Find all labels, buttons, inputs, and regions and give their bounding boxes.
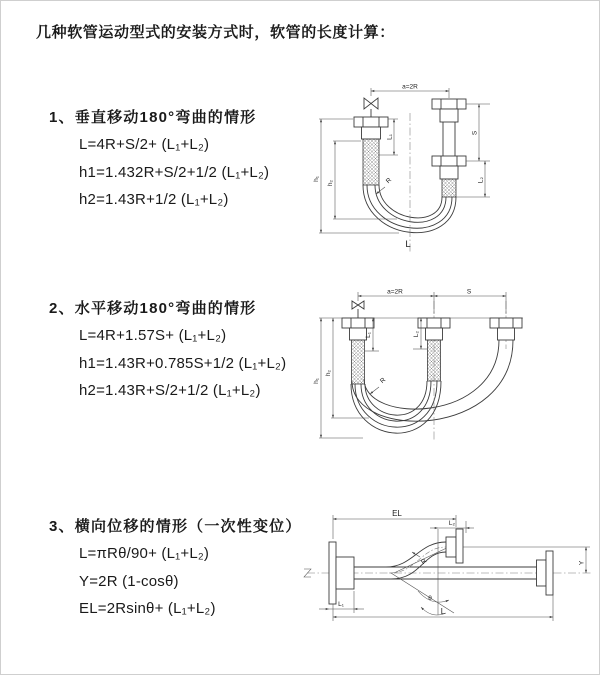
- section-heading: 3、横向位移的情形（一次性变位）: [49, 518, 302, 535]
- s-curve-hose: [386, 542, 446, 579]
- braided-hose-section: [363, 139, 379, 185]
- diagram-vertical-180-bend: [311, 71, 526, 257]
- middle-pipe-assembly: [418, 318, 450, 381]
- right-flange: [537, 551, 554, 595]
- dim-label-theta: θ: [428, 595, 432, 602]
- braided-hose-section: [428, 340, 441, 381]
- dim-label-l2: L₂: [448, 520, 456, 527]
- upper-flange: [446, 529, 463, 563]
- section-horizontal-move: [49, 295, 286, 405]
- dim-label-h1: h₁: [313, 176, 320, 182]
- formula-line: h1=1.432R+S/2+1/2 (L₁+L₂): [79, 163, 270, 181]
- formula-line: L=4R+S/2+ (L₁+L₂): [79, 136, 210, 153]
- formula-line: Y=2R (1-cosθ): [79, 572, 179, 590]
- formula-line: h2=1.43R+1/2 (L₁+L₂): [79, 191, 229, 208]
- dimension-l1: [319, 591, 364, 613]
- dimension-a2r-s: [358, 289, 506, 315]
- dim-label-l2: L₂: [477, 176, 485, 184]
- dim-label-r: R: [419, 557, 429, 567]
- dim-label-l2: L₂: [413, 330, 420, 338]
- dim-label-r: R: [378, 376, 388, 386]
- dim-label-h2: h₂: [327, 179, 334, 187]
- formula-line: L=πRθ/90+ (L₁+L₂): [79, 545, 210, 562]
- dim-label-h2: h₂: [325, 369, 332, 377]
- braided-hose-section: [352, 340, 365, 384]
- radius-callout: [370, 376, 387, 394]
- right-pipe-assembly: [432, 99, 466, 197]
- formula-line: h1=1.43R+0.785S+1/2 (L₁+L₂): [79, 354, 287, 372]
- dim-label-s: S: [466, 288, 472, 296]
- dimension-s-l2: [456, 104, 490, 197]
- section-vertical-bend: [49, 104, 269, 214]
- dimension-a2r: [371, 84, 449, 99]
- formula-line: L=4R+1.57S+ (L₁+L₂): [79, 327, 227, 344]
- dimension-l: [333, 595, 553, 621]
- valve-icon: [352, 301, 364, 309]
- dimension-y: [463, 547, 590, 573]
- left-flange: [329, 542, 354, 604]
- left-pipe-assembly: [354, 98, 388, 185]
- section-heading: 1、垂直移动180°弯曲的情形: [49, 109, 257, 126]
- dim-label-a2r: a=2R: [387, 288, 403, 296]
- page-title: 几种软管运动型式的安装方式时，软管的长度计算：: [36, 24, 395, 41]
- dimension-l2: [430, 520, 474, 533]
- dim-label-l1: L₁: [338, 601, 344, 608]
- dim-label-l1: L₁: [365, 332, 372, 338]
- dim-label-y: Y: [578, 560, 586, 566]
- dim-label-l: L: [405, 239, 411, 250]
- dim-label-l1: L₁: [386, 134, 394, 140]
- section-lateral-shift: [49, 513, 302, 623]
- left-pipe-assembly: [342, 301, 374, 384]
- dim-label-h1: h₁: [313, 378, 320, 384]
- formula-line: h2=1.43R+S/2+1/2 (L₁+L₂): [79, 382, 261, 399]
- dim-label-s: S: [471, 130, 479, 136]
- dim-label-a2r: a=2R: [402, 83, 418, 91]
- diagram-lateral-displacement: [301, 501, 599, 636]
- right-pipe-assembly: [490, 318, 522, 340]
- dim-label-el: EL: [392, 509, 402, 518]
- valve-icon: [364, 98, 378, 109]
- braided-hose-section: [442, 179, 456, 197]
- diagram-horizontal-180-bend: [313, 284, 528, 446]
- dimension-el: [333, 509, 456, 539]
- dim-label-l: L: [440, 607, 446, 616]
- formula-line: EL=2Rsinθ+ (L₁+L₂): [79, 600, 216, 617]
- section-heading: 2、水平移动180°弯曲的情形: [49, 300, 257, 317]
- dim-label-r: R: [384, 176, 394, 186]
